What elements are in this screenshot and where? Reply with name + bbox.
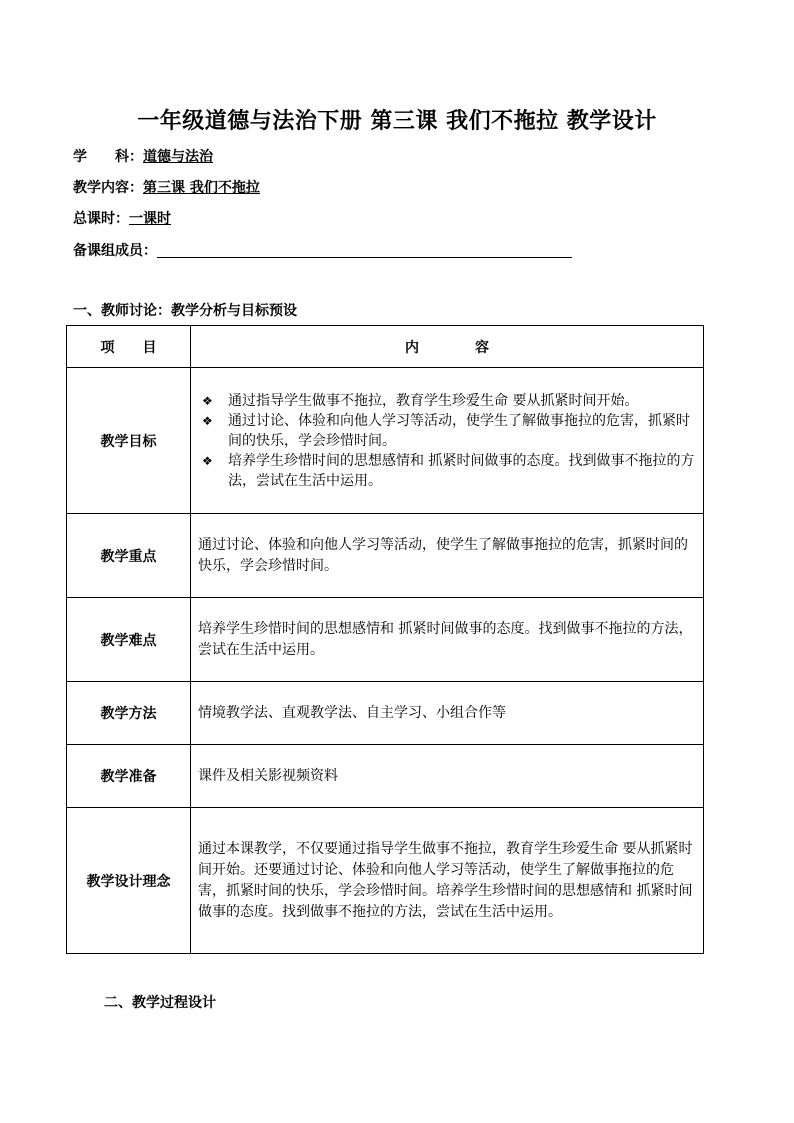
members-blank-line	[157, 243, 572, 258]
page-title: 一年级道德与法治下册 第三课 我们不拖拉 教学设计	[137, 108, 657, 134]
table-row-goals	[67, 368, 704, 514]
table-row-concept	[67, 808, 704, 954]
prep-content: 课件及相关影视频资料	[191, 745, 704, 808]
method-label: 教学方法	[67, 682, 191, 745]
subject-line	[73, 146, 213, 166]
members-label: 备课组成员：	[73, 243, 157, 259]
section-heading-1: 一、教师讨论：教学分析与目标预设	[73, 303, 297, 319]
difficulty-content: 培养学生珍惜时间的思想感情和 抓紧时间做事的态度。找到做事不拖拉的方法，尝试在生活中运用。	[191, 598, 704, 682]
hours-line	[73, 208, 171, 228]
concept-label: 教学设计理念	[67, 808, 191, 954]
goals-content	[191, 368, 704, 514]
content-label: 教学内容：	[73, 180, 143, 196]
table-row-prep	[67, 745, 704, 808]
hours-label: 总课时：	[73, 211, 129, 227]
hours-value: 一课时	[129, 211, 171, 227]
concept-content: 通过本课教学，不仅要通过指导学生做事不拖拉，教育学生珍爱生命 要从抓紧时间开始。还要通过讨论、体验和向他人学习等活动，使学生了解做事拖拉的危害，抓紧时间的快乐，学会珍惜时间。培养学生珍惜时间的思想感情和 抓紧时间做事的态度。找到做事不拖拉的方法，尝试在生活中运用。	[191, 808, 704, 954]
goal-item: ❖ 通过指导学生做事不拖拉，教育学生珍爱生命 要从抓紧时间开始。	[202, 392, 639, 409]
subject-value: 道德与法治	[143, 149, 213, 165]
analysis-table	[66, 325, 704, 954]
content-line	[73, 177, 260, 197]
content-value: 第三课 我们不拖拉	[143, 180, 260, 196]
diamond-bullet-icon: ❖	[202, 453, 213, 468]
members-line	[73, 240, 572, 260]
table-row-method	[67, 682, 704, 745]
key-content: 通过讨论、体验和向他人学习等活动，使学生了解做事拖拉的危害，抓紧时间的快乐，学会珍惜时间。	[191, 514, 704, 598]
diamond-bullet-icon: ❖	[202, 393, 213, 408]
method-content: 情境教学法、直观教学法、自主学习、小组合作等	[191, 682, 704, 745]
prep-label: 教学准备	[67, 745, 191, 808]
section-heading-2: 二、教学过程设计	[104, 995, 216, 1011]
goal-item: ❖ 通过讨论、体验和向他人学习等活动，使学生了解做事拖拉的危害，抓紧时间的快乐，学会珍惜时间。	[202, 412, 690, 449]
diamond-bullet-icon: ❖	[202, 413, 213, 428]
goals-list	[198, 391, 695, 491]
goals-label: 教学目标	[67, 368, 191, 514]
key-label: 教学重点	[67, 514, 191, 598]
subject-label: 学 科：	[73, 149, 143, 165]
difficulty-label: 教学难点	[67, 598, 191, 682]
goal-item: ❖ 培养学生珍惜时间的思想感情和 抓紧时间做事的态度。找到做事不拖拉的方法，尝试在生活中运用。	[202, 452, 695, 489]
table-row-key	[67, 514, 704, 598]
table-row-difficulty	[67, 598, 704, 682]
table-header-row	[67, 326, 704, 368]
header-item: 项 目	[67, 326, 191, 368]
header-content: 内 容	[191, 326, 704, 368]
